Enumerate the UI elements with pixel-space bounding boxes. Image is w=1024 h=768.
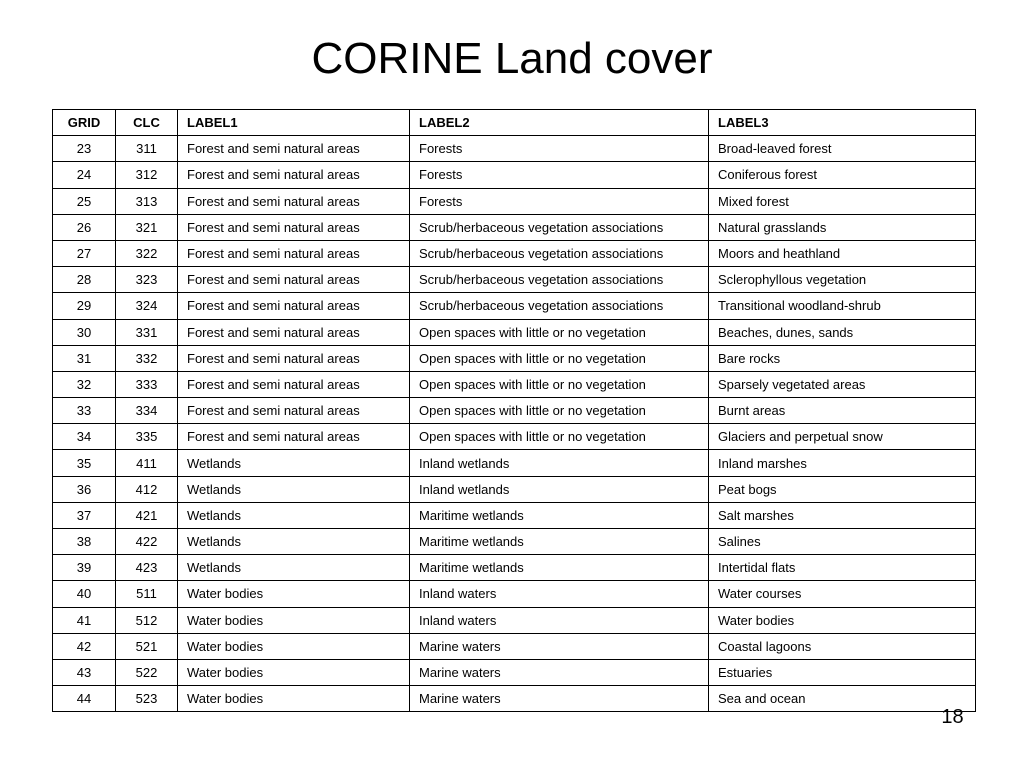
table-row xyxy=(53,424,976,450)
page-number: 18 xyxy=(941,706,964,728)
label2-cell: Scrub/herbaceous vegetation associations xyxy=(410,267,709,293)
label3-cell: Salines xyxy=(709,529,976,555)
label2-cell: Inland wetlands xyxy=(410,450,709,476)
grid-cell: 42 xyxy=(53,633,116,659)
table-row xyxy=(53,398,976,424)
label1-cell: Forest and semi natural areas xyxy=(178,319,410,345)
clc-cell: 323 xyxy=(116,267,178,293)
grid-cell: 29 xyxy=(53,293,116,319)
label3-cell: Natural grasslands xyxy=(709,214,976,240)
label1-cell: Wetlands xyxy=(178,476,410,502)
label2-cell: Scrub/herbaceous vegetation associations xyxy=(410,214,709,240)
label2-cell: Inland waters xyxy=(410,607,709,633)
grid-cell: 32 xyxy=(53,371,116,397)
label1-cell: Forest and semi natural areas xyxy=(178,136,410,162)
clc-cell: 512 xyxy=(116,607,178,633)
table-header-row xyxy=(53,110,976,136)
label1-cell: Forest and semi natural areas xyxy=(178,371,410,397)
grid-cell: 26 xyxy=(53,214,116,240)
clc-cell: 313 xyxy=(116,188,178,214)
table-row xyxy=(53,345,976,371)
table-row xyxy=(53,240,976,266)
clc-cell: 421 xyxy=(116,502,178,528)
clc-cell: 333 xyxy=(116,371,178,397)
label1-cell: Forest and semi natural areas xyxy=(178,214,410,240)
clc-cell: 311 xyxy=(116,136,178,162)
label1-cell: Forest and semi natural areas xyxy=(178,293,410,319)
label2-cell: Open spaces with little or no vegetation xyxy=(410,424,709,450)
label3-cell: Sparsely vegetated areas xyxy=(709,371,976,397)
label2-cell: Scrub/herbaceous vegetation associations xyxy=(410,293,709,319)
table-row xyxy=(53,476,976,502)
label1-cell: Wetlands xyxy=(178,555,410,581)
clc-cell: 332 xyxy=(116,345,178,371)
table-row xyxy=(53,529,976,555)
label1-cell: Forest and semi natural areas xyxy=(178,267,410,293)
clc-cell: 423 xyxy=(116,555,178,581)
label3-cell: Water bodies xyxy=(709,607,976,633)
label3-cell: Broad-leaved forest xyxy=(709,136,976,162)
label3-cell: Mixed forest xyxy=(709,188,976,214)
grid-cell: 36 xyxy=(53,476,116,502)
clc-cell: 334 xyxy=(116,398,178,424)
grid-cell: 30 xyxy=(53,319,116,345)
table-row xyxy=(53,633,976,659)
clc-cell: 422 xyxy=(116,529,178,555)
clc-cell: 521 xyxy=(116,633,178,659)
label1-cell: Forest and semi natural areas xyxy=(178,398,410,424)
label1-cell: Water bodies xyxy=(178,659,410,685)
clc-cell: 324 xyxy=(116,293,178,319)
grid-cell: 27 xyxy=(53,240,116,266)
grid-cell: 31 xyxy=(53,345,116,371)
grid-cell: 35 xyxy=(53,450,116,476)
table-row xyxy=(53,293,976,319)
table-row xyxy=(53,659,976,685)
label3-cell: Glaciers and perpetual snow xyxy=(709,424,976,450)
column-header-clc: CLC xyxy=(116,110,178,136)
grid-cell: 41 xyxy=(53,607,116,633)
label3-cell: Sea and ocean xyxy=(709,686,976,712)
grid-cell: 37 xyxy=(53,502,116,528)
clc-cell: 511 xyxy=(116,581,178,607)
grid-cell: 38 xyxy=(53,529,116,555)
label3-cell: Water courses xyxy=(709,581,976,607)
label3-cell: Inland marshes xyxy=(709,450,976,476)
table-row xyxy=(53,555,976,581)
label3-cell: Transitional woodland-shrub xyxy=(709,293,976,319)
grid-cell: 25 xyxy=(53,188,116,214)
label3-cell: Salt marshes xyxy=(709,502,976,528)
clc-cell: 331 xyxy=(116,319,178,345)
column-header-label1: LABEL1 xyxy=(178,110,410,136)
table-row xyxy=(53,371,976,397)
table-row xyxy=(53,267,976,293)
label3-cell: Bare rocks xyxy=(709,345,976,371)
grid-cell: 23 xyxy=(53,136,116,162)
label1-cell: Wetlands xyxy=(178,529,410,555)
grid-cell: 39 xyxy=(53,555,116,581)
clc-cell: 321 xyxy=(116,214,178,240)
label3-cell: Sclerophyllous vegetation xyxy=(709,267,976,293)
label2-cell: Open spaces with little or no vegetation xyxy=(410,319,709,345)
clc-cell: 312 xyxy=(116,162,178,188)
column-header-grid: GRID xyxy=(53,110,116,136)
label1-cell: Forest and semi natural areas xyxy=(178,345,410,371)
grid-cell: 43 xyxy=(53,659,116,685)
label2-cell: Open spaces with little or no vegetation xyxy=(410,371,709,397)
grid-cell: 34 xyxy=(53,424,116,450)
grid-cell: 44 xyxy=(53,686,116,712)
label1-cell: Water bodies xyxy=(178,633,410,659)
grid-cell: 24 xyxy=(53,162,116,188)
label3-cell: Coniferous forest xyxy=(709,162,976,188)
table-row xyxy=(53,581,976,607)
label2-cell: Open spaces with little or no vegetation xyxy=(410,398,709,424)
label2-cell: Marine waters xyxy=(410,633,709,659)
table-row xyxy=(53,188,976,214)
label3-cell: Coastal lagoons xyxy=(709,633,976,659)
label2-cell: Marine waters xyxy=(410,659,709,685)
label2-cell: Maritime wetlands xyxy=(410,502,709,528)
label3-cell: Moors and heathland xyxy=(709,240,976,266)
label2-cell: Forests xyxy=(410,162,709,188)
label1-cell: Water bodies xyxy=(178,581,410,607)
label2-cell: Inland wetlands xyxy=(410,476,709,502)
clc-cell: 412 xyxy=(116,476,178,502)
grid-cell: 33 xyxy=(53,398,116,424)
table-row xyxy=(53,162,976,188)
table-row xyxy=(53,607,976,633)
slide-title: CORINE Land cover xyxy=(311,34,713,83)
column-header-label3: LABEL3 xyxy=(709,110,976,136)
table-row xyxy=(53,136,976,162)
label1-cell: Forest and semi natural areas xyxy=(178,162,410,188)
clc-cell: 523 xyxy=(116,686,178,712)
label2-cell: Marine waters xyxy=(410,686,709,712)
label3-cell: Beaches, dunes, sands xyxy=(709,319,976,345)
label1-cell: Forest and semi natural areas xyxy=(178,240,410,266)
label1-cell: Water bodies xyxy=(178,686,410,712)
label1-cell: Wetlands xyxy=(178,502,410,528)
label3-cell: Burnt areas xyxy=(709,398,976,424)
grid-cell: 40 xyxy=(53,581,116,607)
label1-cell: Forest and semi natural areas xyxy=(178,188,410,214)
table-row xyxy=(53,214,976,240)
label2-cell: Forests xyxy=(410,188,709,214)
label2-cell: Maritime wetlands xyxy=(410,529,709,555)
clc-cell: 522 xyxy=(116,659,178,685)
label2-cell: Forests xyxy=(410,136,709,162)
label2-cell: Open spaces with little or no vegetation xyxy=(410,345,709,371)
label3-cell: Intertidal flats xyxy=(709,555,976,581)
column-header-label2: LABEL2 xyxy=(410,110,709,136)
clc-cell: 411 xyxy=(116,450,178,476)
clc-cell: 335 xyxy=(116,424,178,450)
grid-cell: 28 xyxy=(53,267,116,293)
table-row xyxy=(53,450,976,476)
label2-cell: Inland waters xyxy=(410,581,709,607)
label3-cell: Peat bogs xyxy=(709,476,976,502)
table-row xyxy=(53,686,976,712)
label3-cell: Estuaries xyxy=(709,659,976,685)
label2-cell: Maritime wetlands xyxy=(410,555,709,581)
land-cover-table xyxy=(52,109,976,712)
table-row xyxy=(53,319,976,345)
label1-cell: Wetlands xyxy=(178,450,410,476)
table-row xyxy=(53,502,976,528)
label1-cell: Forest and semi natural areas xyxy=(178,424,410,450)
label2-cell: Scrub/herbaceous vegetation associations xyxy=(410,240,709,266)
clc-cell: 322 xyxy=(116,240,178,266)
table-body xyxy=(53,136,976,712)
label1-cell: Water bodies xyxy=(178,607,410,633)
